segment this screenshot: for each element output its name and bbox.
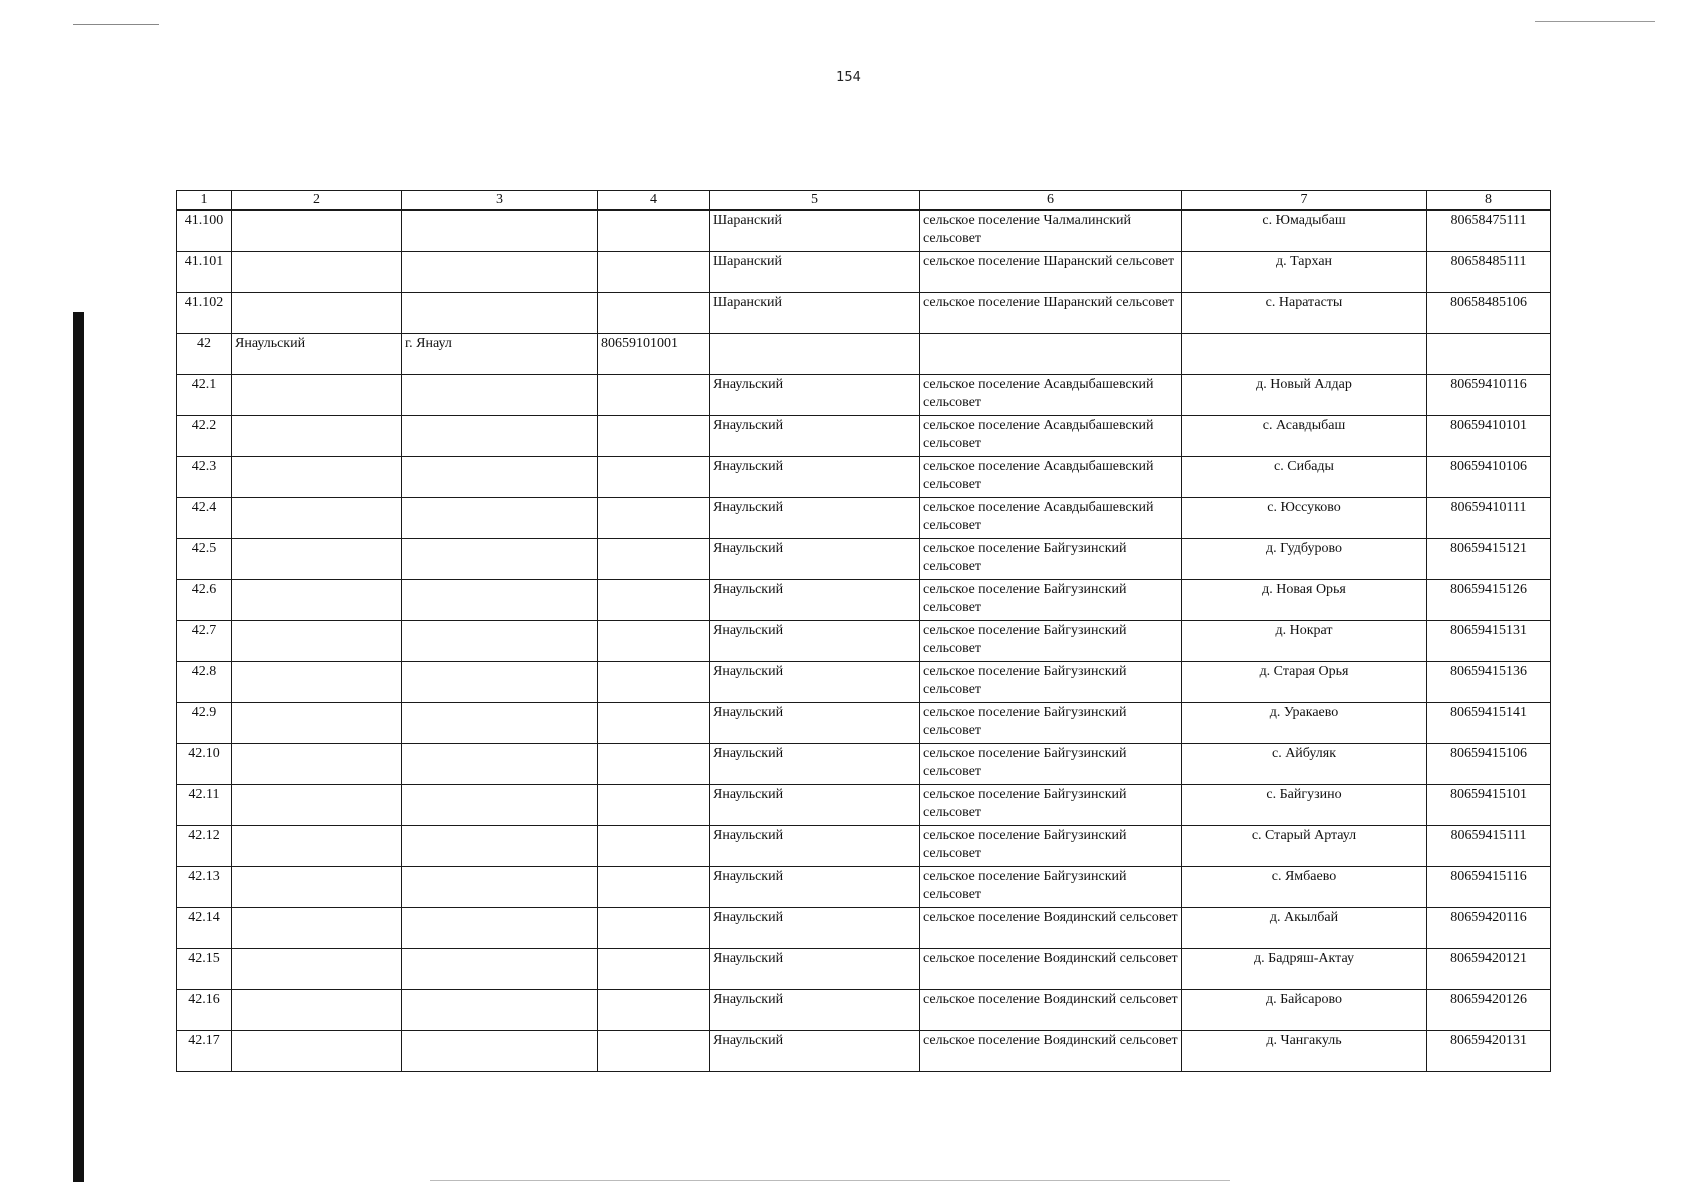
table-header-row [177,191,1551,211]
cell-locality: с. Юссуково [1182,498,1427,539]
table-row [177,990,1551,1031]
cell-rural-settlement: сельское поселение Байгузинский сельсовет [920,539,1182,580]
table-row [177,293,1551,334]
cell-row-number: 42.8 [177,662,232,703]
cell-town-code [598,867,710,908]
cell-town-code [598,785,710,826]
cell-town [402,785,598,826]
cell-row-number: 42.10 [177,744,232,785]
cell-town-code [598,498,710,539]
cell-locality: д. Старая Орья [1182,662,1427,703]
table-row [177,662,1551,703]
cell-municipal-district: Янаульский [710,744,920,785]
cell-row-number: 42.11 [177,785,232,826]
cell-locality: с. Байгузино [1182,785,1427,826]
table-row [177,416,1551,457]
cell-okato-code: 80659415101 [1427,785,1551,826]
cell-row-number: 42.14 [177,908,232,949]
cell-locality: д. Уракаево [1182,703,1427,744]
cell-rural-settlement: сельское поселение Шаранский сельсовет [920,252,1182,293]
cell-locality: д. Гудбурово [1182,539,1427,580]
cell-row-number: 42.6 [177,580,232,621]
cell-municipal-district: Шаранский [710,252,920,293]
cell-town-code [598,744,710,785]
cell-district [232,457,402,498]
cell-locality: д. Бадряш-Актау [1182,949,1427,990]
cell-okato-code: 80659420126 [1427,990,1551,1031]
cell-district [232,990,402,1031]
page-number: 154 [836,70,861,85]
column-header-7: 7 [1182,191,1427,211]
cell-row-number: 42.7 [177,621,232,662]
column-header-6: 6 [920,191,1182,211]
cell-town [402,703,598,744]
table-row [177,375,1551,416]
cell-district [232,210,402,252]
cell-town [402,621,598,662]
cell-rural-settlement: сельское поселение Байгузинский сельсовет [920,785,1182,826]
cell-town-code [598,457,710,498]
cell-municipal-district: Янаульский [710,662,920,703]
cell-locality: с. Асавдыбаш [1182,416,1427,457]
table-row [177,867,1551,908]
cell-district [232,867,402,908]
table-row [177,908,1551,949]
cell-municipal-district: Янаульский [710,375,920,416]
cell-okato-code: 80658485106 [1427,293,1551,334]
scan-artifact-top-right-line [1535,21,1655,22]
cell-locality: д. Новая Орья [1182,580,1427,621]
cell-row-number: 42.13 [177,867,232,908]
cell-district [232,621,402,662]
cell-town [402,990,598,1031]
cell-district [232,375,402,416]
table-row [177,210,1551,252]
cell-municipal-district: Шаранский [710,293,920,334]
cell-okato-code: 80659415121 [1427,539,1551,580]
cell-okato-code: 80659410106 [1427,457,1551,498]
cell-town [402,580,598,621]
cell-district [232,1031,402,1072]
cell-town [402,457,598,498]
cell-locality [1182,334,1427,375]
cell-rural-settlement: сельское поселение Байгузинский сельсовет [920,703,1182,744]
cell-town-code [598,416,710,457]
cell-okato-code: 80658475111 [1427,210,1551,252]
cell-municipal-district: Янаульский [710,457,920,498]
scan-artifact-bottom-line [430,1180,1230,1181]
table-row [177,744,1551,785]
cell-town-code [598,293,710,334]
cell-district [232,949,402,990]
cell-town [402,744,598,785]
cell-rural-settlement: сельское поселение Шаранский сельсовет [920,293,1182,334]
cell-municipal-district: Янаульский [710,539,920,580]
cell-municipal-district: Янаульский [710,990,920,1031]
table-row [177,334,1551,375]
cell-town [402,375,598,416]
cell-town-code [598,908,710,949]
cell-municipal-district: Янаульский [710,867,920,908]
cell-town [402,252,598,293]
table-row [177,498,1551,539]
table-row [177,1031,1551,1072]
column-header-8: 8 [1427,191,1551,211]
cell-municipal-district [710,334,920,375]
settlements-table [176,190,1551,1072]
cell-locality: с. Наратасты [1182,293,1427,334]
cell-town-code [598,539,710,580]
cell-municipal-district: Янаульский [710,1031,920,1072]
cell-rural-settlement: сельское поселение Асавдыбашевский сельсовет [920,375,1182,416]
cell-town-code [598,580,710,621]
cell-district [232,744,402,785]
cell-locality: с. Старый Артаул [1182,826,1427,867]
cell-district [232,416,402,457]
cell-rural-settlement: сельское поселение Асавдыбашевский сельсовет [920,416,1182,457]
scan-artifact-left-binding-bar [73,312,84,1182]
cell-town-code [598,949,710,990]
cell-okato-code: 80659415126 [1427,580,1551,621]
cell-locality: д. Нократ [1182,621,1427,662]
cell-rural-settlement [920,334,1182,375]
cell-municipal-district: Янаульский [710,703,920,744]
cell-district [232,252,402,293]
table-row [177,457,1551,498]
table-row [177,580,1551,621]
cell-rural-settlement: сельское поселение Байгузинский сельсовет [920,867,1182,908]
cell-town-code [598,252,710,293]
cell-town [402,949,598,990]
column-header-5: 5 [710,191,920,211]
cell-locality: д. Акылбай [1182,908,1427,949]
cell-town [402,662,598,703]
cell-district [232,785,402,826]
cell-town-code [598,662,710,703]
table-row [177,785,1551,826]
cell-municipal-district: Янаульский [710,416,920,457]
cell-row-number: 42.2 [177,416,232,457]
cell-town [402,498,598,539]
table-row [177,949,1551,990]
cell-locality: д. Тархан [1182,252,1427,293]
cell-town [402,826,598,867]
cell-town [402,1031,598,1072]
cell-okato-code: 80659415111 [1427,826,1551,867]
cell-locality: д. Чангакуль [1182,1031,1427,1072]
cell-rural-settlement: сельское поселение Байгузинский сельсовет [920,662,1182,703]
table-row [177,539,1551,580]
column-header-1: 1 [177,191,232,211]
cell-district: Янаульский [232,334,402,375]
cell-okato-code: 80659415116 [1427,867,1551,908]
cell-locality: с. Ямбаево [1182,867,1427,908]
cell-municipal-district: Янаульский [710,785,920,826]
cell-row-number: 42.3 [177,457,232,498]
cell-town-code [598,1031,710,1072]
cell-municipal-district: Шаранский [710,210,920,252]
cell-district [232,662,402,703]
cell-town [402,416,598,457]
cell-town [402,908,598,949]
table-body [177,210,1551,1072]
cell-row-number: 42.12 [177,826,232,867]
cell-municipal-district: Янаульский [710,621,920,662]
cell-locality: с. Айбуляк [1182,744,1427,785]
cell-okato-code: 80659410101 [1427,416,1551,457]
cell-okato-code: 80659415136 [1427,662,1551,703]
cell-town-code [598,210,710,252]
table-row [177,621,1551,662]
cell-okato-code: 80659420121 [1427,949,1551,990]
cell-okato-code: 80659420131 [1427,1031,1551,1072]
cell-rural-settlement: сельское поселение Воядинский сельсовет [920,908,1182,949]
cell-town-code [598,375,710,416]
table-row [177,826,1551,867]
cell-locality: с. Сибады [1182,457,1427,498]
cell-district [232,580,402,621]
cell-district [232,293,402,334]
cell-town [402,867,598,908]
cell-district [232,498,402,539]
cell-okato-code: 80659410116 [1427,375,1551,416]
cell-okato-code: 80659410111 [1427,498,1551,539]
cell-row-number: 42.9 [177,703,232,744]
cell-rural-settlement: сельское поселение Воядинский сельсовет [920,1031,1182,1072]
cell-town: г. Янаул [402,334,598,375]
cell-row-number: 42.5 [177,539,232,580]
cell-municipal-district: Янаульский [710,580,920,621]
scan-artifact-top-left-line [73,24,159,25]
cell-row-number: 42.15 [177,949,232,990]
cell-row-number: 41.101 [177,252,232,293]
cell-row-number: 42 [177,334,232,375]
cell-locality: д. Байсарово [1182,990,1427,1031]
cell-town-code [598,621,710,662]
column-header-4: 4 [598,191,710,211]
cell-district [232,826,402,867]
cell-locality: с. Юмадыбаш [1182,210,1427,252]
cell-row-number: 42.4 [177,498,232,539]
column-header-3: 3 [402,191,598,211]
cell-town [402,539,598,580]
cell-rural-settlement: сельское поселение Воядинский сельсовет [920,949,1182,990]
cell-row-number: 41.100 [177,210,232,252]
cell-town [402,210,598,252]
cell-municipal-district: Янаульский [710,498,920,539]
cell-municipal-district: Янаульский [710,949,920,990]
cell-rural-settlement: сельское поселение Байгузинский сельсовет [920,621,1182,662]
cell-town-code: 80659101001 [598,334,710,375]
cell-district [232,539,402,580]
cell-town-code [598,703,710,744]
cell-district [232,908,402,949]
cell-rural-settlement: сельское поселение Асавдыбашевский сельсовет [920,457,1182,498]
cell-rural-settlement: сельское поселение Байгузинский сельсовет [920,580,1182,621]
table-row [177,252,1551,293]
cell-row-number: 42.16 [177,990,232,1031]
cell-row-number: 41.102 [177,293,232,334]
cell-town-code [598,990,710,1031]
cell-okato-code: 80659415141 [1427,703,1551,744]
cell-okato-code: 80659415131 [1427,621,1551,662]
cell-rural-settlement: сельское поселение Байгузинский сельсовет [920,826,1182,867]
cell-okato-code: 80659415106 [1427,744,1551,785]
cell-okato-code: 80659420116 [1427,908,1551,949]
cell-rural-settlement: сельское поселение Чалмалинский сельсовет [920,210,1182,252]
cell-municipal-district: Янаульский [710,826,920,867]
cell-rural-settlement: сельское поселение Асавдыбашевский сельсовет [920,498,1182,539]
cell-rural-settlement: сельское поселение Байгузинский сельсовет [920,744,1182,785]
cell-okato-code [1427,334,1551,375]
cell-locality: д. Новый Алдар [1182,375,1427,416]
cell-town-code [598,826,710,867]
cell-town [402,293,598,334]
cell-municipal-district: Янаульский [710,908,920,949]
cell-rural-settlement: сельское поселение Воядинский сельсовет [920,990,1182,1031]
cell-row-number: 42.1 [177,375,232,416]
cell-row-number: 42.17 [177,1031,232,1072]
table-row [177,703,1551,744]
cell-okato-code: 80658485111 [1427,252,1551,293]
cell-district [232,703,402,744]
column-header-2: 2 [232,191,402,211]
